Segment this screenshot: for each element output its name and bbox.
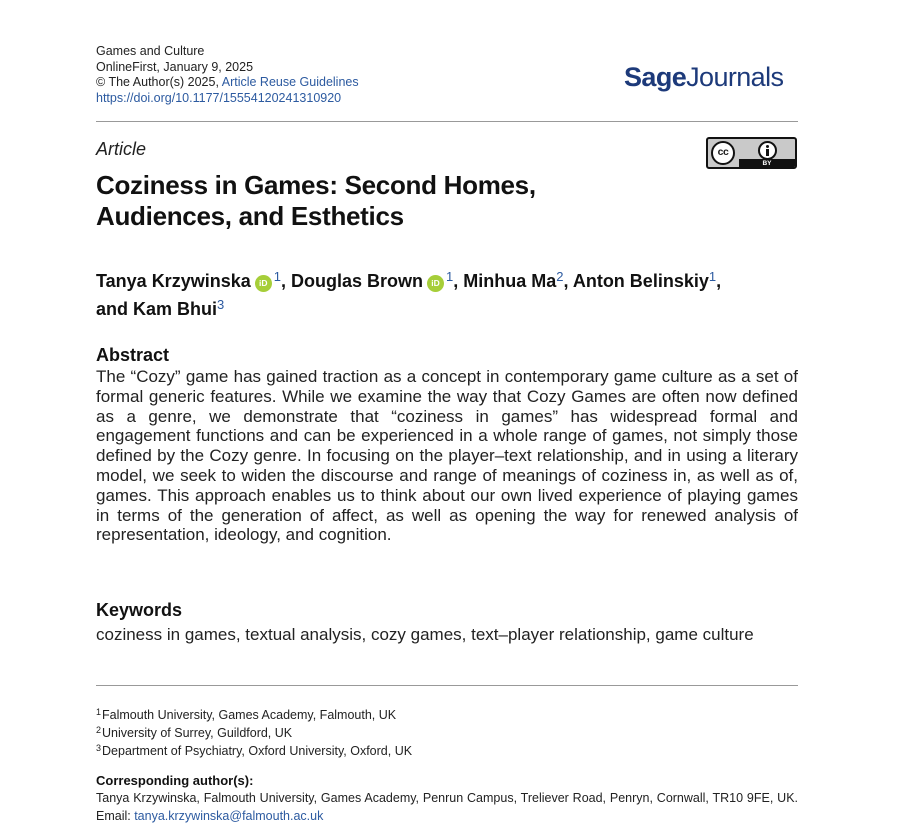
reuse-guidelines-link[interactable]: Article Reuse Guidelines bbox=[221, 75, 359, 90]
author-separator: , bbox=[716, 271, 722, 291]
affiliation-text: University of Surrey, Guildford, UK bbox=[102, 726, 293, 740]
doi-link[interactable]: https://doi.org/10.1177/15554120241310920 bbox=[96, 90, 342, 105]
corresponding-author-text: Tanya Krzywinska, Falmouth University, Games Academy, Penrun Campus, Treliever Road, Penryn, Cornwall, TR10 9FE, UK. Email: bbox=[96, 791, 798, 823]
affiliation-item bbox=[96, 741, 412, 759]
copyright-line bbox=[96, 75, 359, 91]
keywords-heading: Keywords bbox=[96, 600, 183, 620]
title-line-2: Audiences, and Esthetics bbox=[96, 201, 404, 231]
orcid-icon[interactable]: iD bbox=[255, 275, 272, 292]
corresponding-author-details bbox=[96, 790, 798, 825]
affiliation-marker: 1 bbox=[708, 269, 717, 284]
author-list bbox=[96, 265, 796, 321]
abstract-heading: Abstract bbox=[96, 345, 170, 365]
author-name[interactable]: and Kam Bhui bbox=[96, 299, 218, 319]
copyright-text: © The Author(s) 2025, bbox=[96, 75, 222, 90]
section-divider bbox=[96, 685, 798, 686]
online-date: OnlineFirst, January 9, 2025 bbox=[96, 59, 254, 74]
affiliation-marker: 1 bbox=[273, 269, 281, 284]
attribution-person-icon bbox=[758, 141, 777, 160]
logo-part-journals: Journals bbox=[686, 62, 784, 92]
affiliation-number: 1 bbox=[96, 707, 102, 717]
title-line-1: Coziness in Games: Second Homes, bbox=[96, 170, 536, 200]
affiliation-number: 2 bbox=[96, 725, 102, 735]
cc-icon: cc bbox=[711, 141, 735, 165]
author-name[interactable]: Tanya Krzywinska bbox=[96, 271, 251, 291]
author-name[interactable]: Douglas Brown bbox=[290, 271, 423, 291]
author-name[interactable]: Minhua Ma bbox=[463, 271, 557, 291]
logo-part-sage: Sage bbox=[624, 62, 687, 92]
by-label: BY bbox=[739, 159, 795, 168]
cc-by-license-badge[interactable] bbox=[706, 137, 797, 169]
affiliation-marker: 1 bbox=[446, 269, 454, 284]
email-link[interactable]: tanya.krzywinska@falmouth.ac.uk bbox=[134, 808, 324, 823]
affiliation-marker: 2 bbox=[556, 269, 564, 284]
author-separator: , bbox=[563, 271, 573, 291]
journal-name: Games and Culture bbox=[96, 44, 205, 58]
affiliation-text: Department of Psychiatry, Oxford University, Oxford, UK bbox=[102, 744, 413, 758]
header-divider bbox=[96, 121, 798, 122]
affiliation-item bbox=[96, 723, 292, 741]
affiliation-text: Falmouth University, Games Academy, Falmouth, UK bbox=[102, 708, 397, 722]
author-name[interactable]: Anton Belinskiy bbox=[572, 271, 709, 291]
author-separator: , bbox=[453, 271, 464, 291]
paper-title bbox=[96, 170, 696, 232]
keywords-text: coziness in games, textual analysis, cozy games, text–player relationship, game culture bbox=[96, 625, 754, 644]
abstract-text: The “Cozy” game has gained traction as a concept in contemporary game culture as a set of formal generic features. While we examine the way that Cozy Games are often now defined as a genre, we demonstrate that “coziness in games” has widespread formal and engagement functions and can be experienced in a whole range of games, not simply those defined by the Cozy genre. In focusing on the player–text relationship, and in using a literary model, we seek to widen the discourse and range of meanings of coziness in, as well as of, games. This approach enables us to think about our own lived experience of playing games in terms of the generation of affect, as well as opening the way for renewed analysis of representation, ideology, and cognition. bbox=[96, 367, 798, 545]
article-type: Article bbox=[96, 139, 147, 159]
corresponding-author-heading: Corresponding author(s): bbox=[96, 773, 254, 788]
affiliation-number: 3 bbox=[96, 743, 102, 753]
affiliation-marker: 3 bbox=[217, 297, 225, 312]
affiliation-item bbox=[96, 705, 396, 723]
author-separator: , bbox=[280, 271, 291, 291]
orcid-icon[interactable]: iD bbox=[427, 275, 444, 292]
sage-journals-logo[interactable] bbox=[624, 62, 783, 93]
journal-meta bbox=[96, 44, 359, 106]
